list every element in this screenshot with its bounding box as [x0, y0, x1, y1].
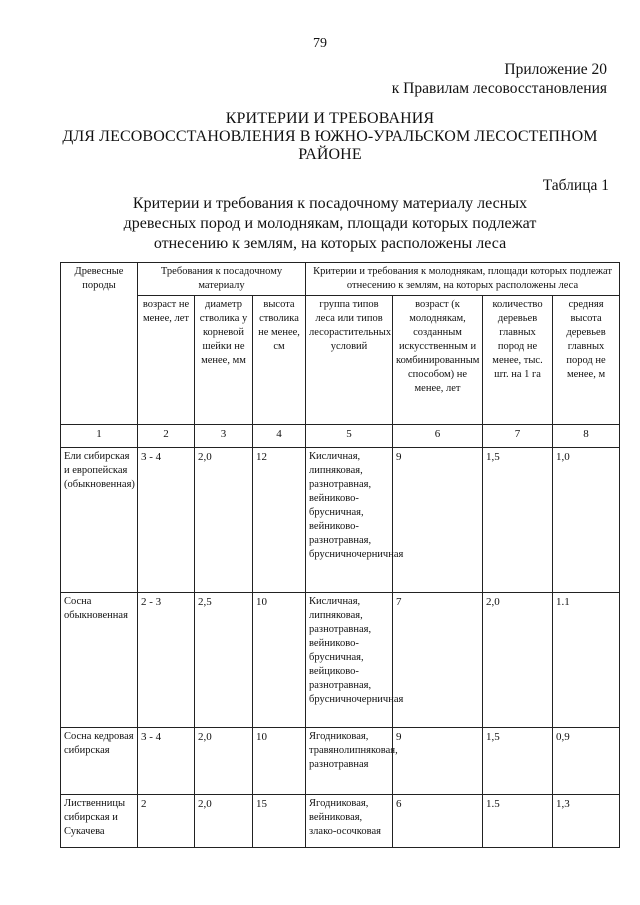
- forest-types-cell: Ягодниковая, травянолипняковая, разнотравная: [306, 728, 393, 795]
- caption-line-1: Критерии и требования к посадочному материалу лесных: [132, 195, 528, 212]
- table-label: Таблица 1: [542, 177, 609, 194]
- species-cell: Ели сибирская и европейская (обыкновенная): [61, 448, 138, 593]
- table-header-row: [61, 263, 620, 296]
- forest-types-cell: Кисличная, липняковая, разнотравная, вейниково-брусничная, вейциково-разнотравная, брусничночерничная: [306, 593, 393, 728]
- subheader-age: возраст не менее, лет: [138, 296, 195, 425]
- table-caption: [70, 194, 590, 254]
- tree-count-cell: 2,0: [483, 593, 553, 728]
- column-number: 5: [306, 425, 393, 448]
- title-line-1: КРИТЕРИИ И ТРЕБОВАНИЯ: [225, 110, 435, 127]
- header-young-stands: Критерии и требования к молоднякам, площади которых подлежат отнесению к землям, на которых расположены леса: [306, 263, 620, 296]
- avg-height-cell: 1,3: [553, 795, 620, 848]
- tree-count-cell: 1.5: [483, 795, 553, 848]
- subheader-height: высота стволика не менее, см: [253, 296, 306, 425]
- young-age-cell: 9: [393, 448, 483, 593]
- column-number-row: [61, 425, 620, 448]
- tree-count-cell: 1,5: [483, 728, 553, 795]
- table-row: [61, 728, 620, 795]
- header-species: Древесные породы: [61, 263, 138, 425]
- avg-height-cell: 0,9: [553, 728, 620, 795]
- age-cell: 2 - 3: [138, 593, 195, 728]
- diameter-cell: 2,0: [195, 795, 253, 848]
- column-number: 1: [61, 425, 138, 448]
- column-number: 4: [253, 425, 306, 448]
- diameter-cell: 2,0: [195, 448, 253, 593]
- table-subheader-row: [61, 296, 620, 425]
- avg-height-cell: 1.1: [553, 593, 620, 728]
- subheader-avg-height: средняя высота деревьев главных пород не менее, м: [553, 296, 620, 425]
- age-cell: 3 - 4: [138, 448, 195, 593]
- subheader-young-age: возраст (к молоднякам, созданным искусственным и комбинированным способом) не менее, лет: [393, 296, 483, 425]
- height-cell: 12: [253, 448, 306, 593]
- young-age-cell: 7: [393, 593, 483, 728]
- young-age-cell: 6: [393, 795, 483, 848]
- table-row: [61, 795, 620, 848]
- appendix-reference: [392, 60, 607, 98]
- forest-types-cell: Кисличная, липняковая, разнотравная, вейниково-брусничная, вейниково-разнотравная, брусничночерничная: [306, 448, 393, 593]
- height-cell: 15: [253, 795, 306, 848]
- caption-line-3: отнесению к землям, на которых расположены леса: [153, 235, 507, 252]
- column-number: 6: [393, 425, 483, 448]
- forest-types-cell: Ягодниковая, вейниковая, злако-осочковая: [306, 795, 393, 848]
- subheader-forest-types: группа типов леса или типов лесорастительных условий: [306, 296, 393, 425]
- column-number: 7: [483, 425, 553, 448]
- title-line-3: РАЙОНЕ: [298, 146, 362, 163]
- species-cell: Сосна кедровая сибирская: [61, 728, 138, 795]
- height-cell: 10: [253, 593, 306, 728]
- tree-count-cell: 1,5: [483, 448, 553, 593]
- title-line-2: ДЛЯ ЛЕСОВОССТАНОВЛЕНИЯ В ЮЖНО-УРАЛЬСКОМ ЛЕСОСТЕПНОМ: [62, 128, 598, 145]
- column-number: 3: [195, 425, 253, 448]
- column-number: 2: [138, 425, 195, 448]
- diameter-cell: 2,0: [195, 728, 253, 795]
- subheader-diameter: диаметр стволика у корневой шейки не менее, мм: [195, 296, 253, 425]
- age-cell: 3 - 4: [138, 728, 195, 795]
- avg-height-cell: 1,0: [553, 448, 620, 593]
- document-title: [40, 110, 620, 164]
- appendix-line-2: к Правилам лесовосстановления: [391, 80, 607, 97]
- criteria-table: [60, 262, 620, 848]
- age-cell: 2: [138, 795, 195, 848]
- table-row: [61, 448, 620, 593]
- species-cell: Лиственницы сибирская и Сукачева: [61, 795, 138, 848]
- species-cell: Сосна обыкновенная: [61, 593, 138, 728]
- appendix-line-1: Приложение 20: [504, 61, 607, 78]
- page-number: 79: [313, 36, 327, 51]
- height-cell: 10: [253, 728, 306, 795]
- column-number: 8: [553, 425, 620, 448]
- young-age-cell: 9: [393, 728, 483, 795]
- table-row: [61, 593, 620, 728]
- header-planting-material: Требования к посадочному материалу: [138, 263, 306, 296]
- subheader-tree-count: количество деревьев главных пород не менее, тыс. шт. на 1 га: [483, 296, 553, 425]
- diameter-cell: 2,5: [195, 593, 253, 728]
- caption-line-2: древесных пород и молоднякам, площади которых подлежат: [123, 215, 537, 232]
